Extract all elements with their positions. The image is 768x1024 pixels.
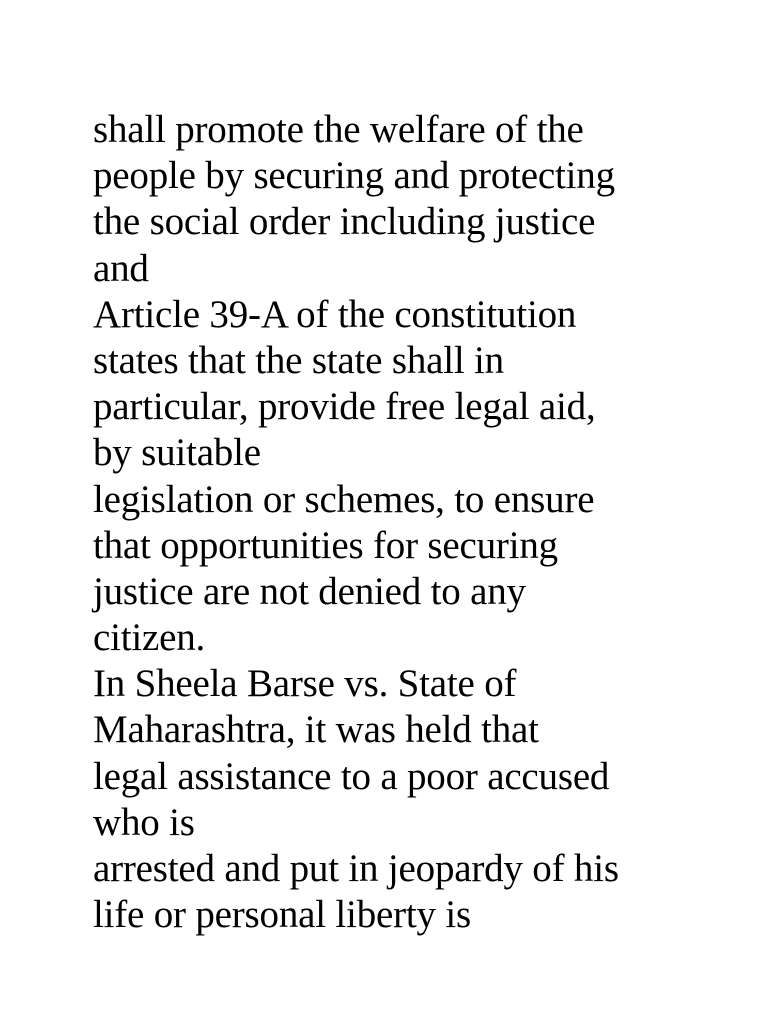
text-line: legislation or schemes, to ensure <box>93 477 595 521</box>
text-line: legal assistance to a poor accused <box>93 754 610 798</box>
text-line: people by securing and protecting <box>93 154 615 198</box>
text-line: justice are not denied to any <box>93 569 526 613</box>
text-line: particular, provide free legal aid, <box>93 385 596 429</box>
text-line: by suitable <box>93 431 261 475</box>
text-line: that opportunities for securing <box>93 523 558 567</box>
text-line: arrested and put in jeopardy of his <box>93 847 619 890</box>
text-line: Article 39-A of the constitution <box>93 292 577 336</box>
text-line: who is <box>93 800 195 844</box>
text-line: shall promote the welfare of the <box>93 108 584 151</box>
text-line: and <box>93 246 149 290</box>
text-line: citizen. <box>93 616 206 660</box>
text-line: In Sheela Barse vs. State of <box>93 662 517 706</box>
body-text <box>93 107 733 938</box>
text-line: states that the state shall in <box>93 338 504 382</box>
text-line: the social order including justice <box>93 200 596 244</box>
text-line: life or personal liberty is <box>93 893 471 937</box>
text-line: Maharashtra, it was held that <box>93 708 539 752</box>
